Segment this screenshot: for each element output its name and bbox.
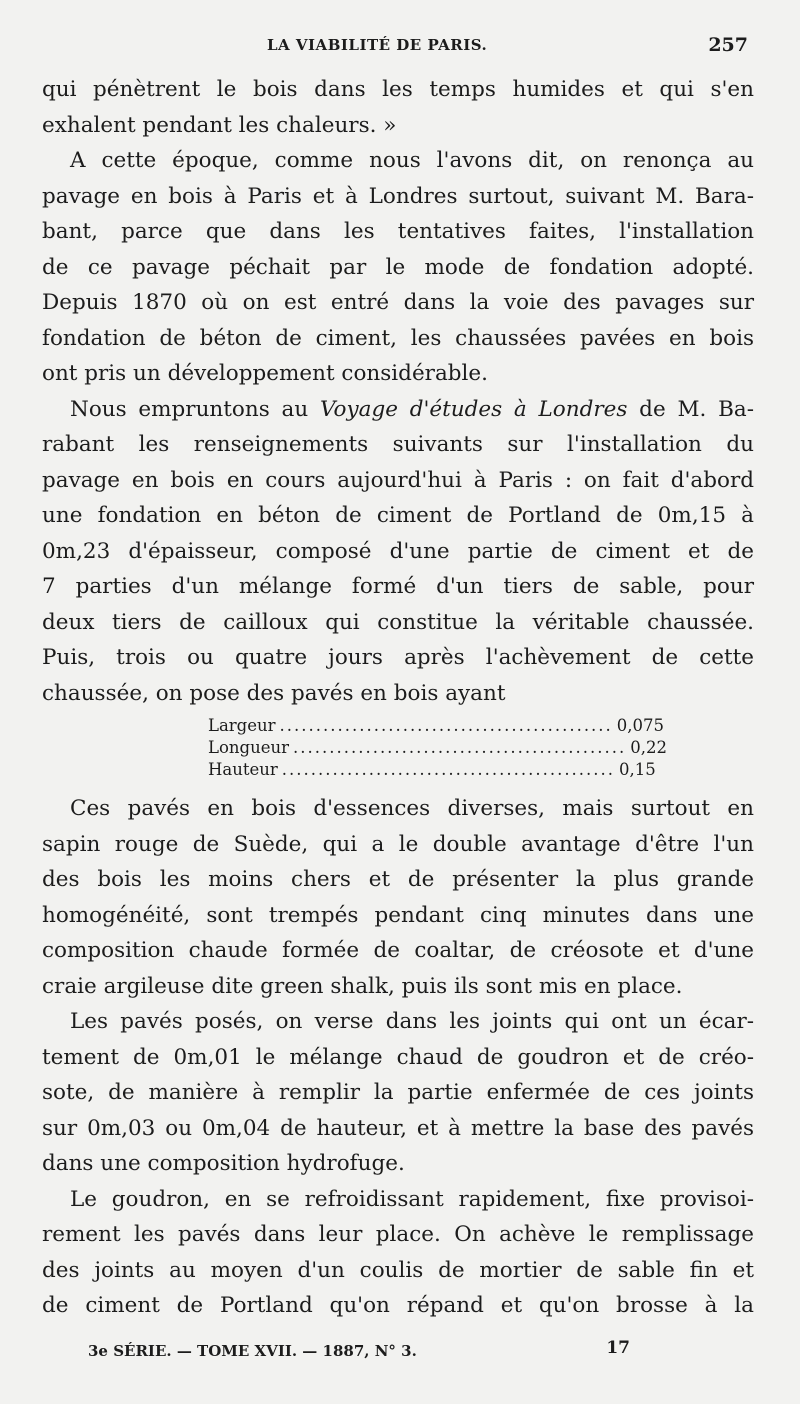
text-line: Puis, trois ou quatre jours après l'achèvement de cette: [42, 645, 754, 670]
leader-dots: ..............................................: [293, 738, 627, 757]
text-line: des bois les moins chers et de présenter la plus grande: [42, 867, 754, 892]
text-line: rement les pavés dans leur place. On achève le remplissage: [42, 1222, 754, 1247]
paragraph-4: [42, 791, 754, 1004]
text-line: Depuis 1870 où on est entré dans la voie des pavages sur: [42, 290, 754, 315]
running-head: LA VIABILITÉ DE PARIS.: [267, 36, 488, 54]
text-line: A cette époque, comme nous l'avons dit, on renonça au: [70, 148, 754, 173]
dimension-label: Hauteur: [208, 760, 278, 779]
text-fragment: Nous empruntons au: [70, 396, 320, 422]
text-line: pavage en bois en cours aujourd'hui à Paris : on fait d'abord: [42, 467, 754, 493]
text-line: 7 parties d'un mélange formé d'un tiers de sable, pour: [42, 574, 754, 599]
text-fragment: de M. Ba-: [627, 396, 754, 422]
text-line: Les pavés posés, on verse dans les joints qui ont un écar-: [70, 1009, 754, 1034]
paragraph-3: [42, 392, 754, 712]
text-line: de ciment de Portland qu'on répand et qu'on brosse à la: [42, 1293, 754, 1318]
text-line: sapin rouge de Suède, qui a le double avantage d'être l'un: [42, 831, 754, 857]
dimension-label: Longueur: [208, 738, 289, 757]
page-number: 257: [708, 34, 748, 56]
text-line: ont pris un développement considérable.: [42, 361, 488, 386]
text-line: fondation de béton de ciment, les chaussées pavées en bois: [42, 325, 754, 351]
dimension-row: [208, 759, 656, 781]
dimensions-table: [208, 715, 668, 781]
signature-mark: 3e SÉRIE. — TOME XVII. — 1887, N° 3.: [88, 1342, 417, 1360]
dimension-row: [208, 715, 665, 737]
text-line: pavage en bois à Paris et à Londres surtout, suivant M. Bara-: [42, 183, 754, 209]
dimension-value: 0,15: [619, 760, 656, 779]
paragraph-5: [42, 1004, 754, 1182]
text-line: Le goudron, en se refroidissant rapidement, fixe provisoi-: [70, 1186, 754, 1212]
book-title: Voyage d'études à Londres: [319, 396, 628, 422]
text-line: deux tiers de cailloux qui constitue la véritable chaussée.: [42, 609, 754, 635]
text-line: sur 0m,03 ou 0m,04 de hauteur, et à mettre la base des pavés: [42, 1115, 754, 1141]
text-line: des joints au moyen d'un coulis de mortier de sable fin et: [42, 1257, 754, 1283]
text-line: de ce pavage péchait par le mode de fondation adopté.: [42, 254, 754, 280]
page-footer: [88, 1338, 648, 1364]
text-line: exhalent pendant les chaleurs. »: [42, 112, 397, 138]
text-line: chaussée, on pose des pavés en bois ayant: [42, 680, 506, 706]
sheet-number: 17: [606, 1338, 630, 1358]
dimension-value: 0,075: [616, 716, 665, 735]
page-body: [42, 72, 754, 1324]
text-line: rabant les renseignements suivants sur l'installation du: [42, 432, 754, 457]
text-line: craie argileuse dite green shalk, puis ils sont mis en place.: [42, 973, 683, 999]
text-line: une fondation en béton de ciment de Portland de 0m,15 à: [42, 503, 754, 528]
dimension-value: 0,22: [630, 738, 668, 757]
paragraph-6: [42, 1182, 754, 1324]
text-line: homogénéité, sont trempés pendant cinq minutes dans une: [42, 902, 754, 928]
text-line: bant, parce que dans les tentatives faites, l'installation: [42, 219, 754, 244]
text-line: 0m,23 d'épaisseur, composé d'une partie de ciment et de: [42, 538, 754, 564]
text-line: composition chaude formée de coaltar, de créosote et d'une: [42, 938, 754, 963]
text-line: dans une composition hydrofuge.: [42, 1151, 405, 1176]
page-header: [42, 34, 754, 64]
dimension-row: [208, 737, 668, 759]
text-line: [42, 392, 754, 428]
dimension-label: Largeur: [208, 716, 276, 735]
text-line: Ces pavés en bois d'essences diverses, mais surtout en: [70, 796, 754, 821]
text-line: sote, de manière à remplir la partie enfermée de ces joints: [42, 1080, 754, 1105]
paragraph-1: [42, 72, 754, 143]
text-line: tement de 0m,01 le mélange chaud de goudron et de créo-: [42, 1044, 754, 1070]
leader-dots: ..............................................: [279, 716, 613, 735]
paragraph-2: [42, 143, 754, 392]
text-line: qui pénètrent le bois dans les temps humides et qui s'en: [42, 77, 754, 102]
leader-dots: ..............................................: [281, 760, 616, 779]
